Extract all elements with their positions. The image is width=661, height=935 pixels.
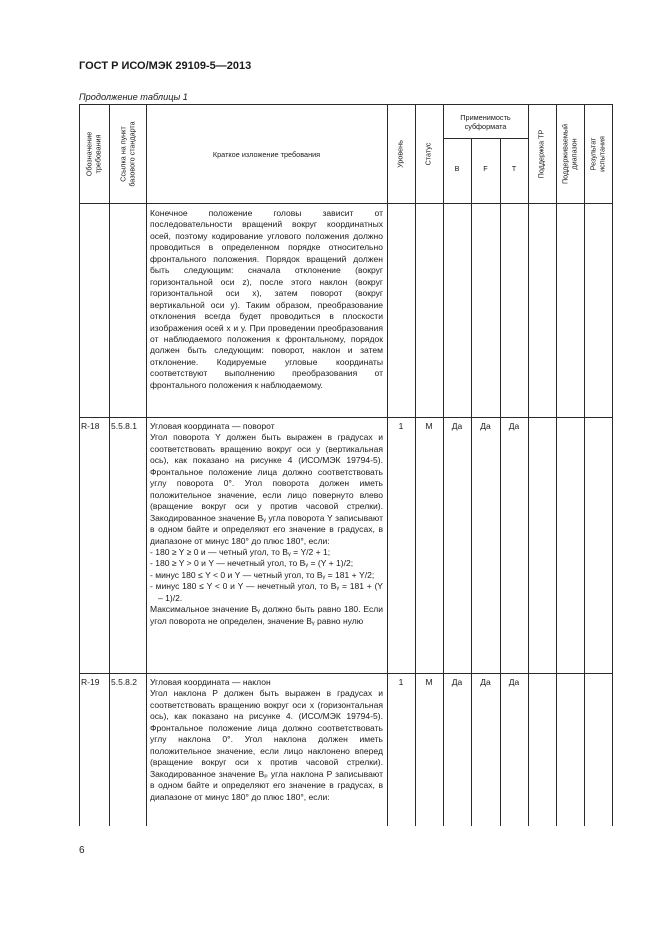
requirement-heading: Угловая координата — наклон <box>150 677 271 687</box>
grid-line <box>584 104 585 826</box>
row-reference: 5.5.8.1 <box>111 421 137 431</box>
row-sub-b: Да <box>451 677 463 687</box>
row-id: R-19 <box>81 677 100 687</box>
grid-line <box>443 104 444 826</box>
table-row <box>150 677 383 803</box>
page-number: 6 <box>79 845 85 856</box>
grid-line <box>79 417 613 418</box>
header-level: Уровень <box>395 140 405 168</box>
header-reference: Ссылка на пункт базового стандарта <box>118 121 136 187</box>
header-sub-b: B <box>454 164 460 173</box>
grid-line <box>528 104 529 826</box>
grid-line <box>109 104 110 826</box>
header-sub-t: T <box>511 164 517 173</box>
requirement-text: Конечное положение головы зависит от последовательности вращений вокруг координатных осей, поэтому кодирование углового положения должно проводиться в определенном порядке относительно фронтального положения. Порядок вращений должен быть следующим: сначала отклонение (вокруг горизонтальной оси z), после этого наклон (вокруг горизонтальной оси x), затем поворот (вокруг вертикальной оси y). Таким образом, преобразование отклонения всегда будет проводиться в плоскости изображения осей x и y. При проведении преобразования от наблюдаемого положения к фронтальному, порядок должен быть следующим: поворот, наклон и затем отклонение. Кодируемые угловые координаты соответствуют выполнению преобразования от фронтального положения к наблюдаемому. <box>150 208 383 390</box>
header-test-result: Результат испытания <box>588 136 606 172</box>
grid-line <box>79 203 613 204</box>
grid-line <box>612 104 613 826</box>
row-level: 1 <box>398 677 404 687</box>
header-designation: Обозначение требования <box>84 131 102 177</box>
requirement-text: Максимальное значение Bᵧ должно быть равно 180. Если угол поворота не определен, значение Bᵧ равно нулю <box>150 604 383 626</box>
grid-line <box>79 104 80 826</box>
grid-line <box>471 138 472 826</box>
grid-line <box>556 104 557 826</box>
header-summary: Краткое изложение требования <box>212 150 321 159</box>
grid-line <box>79 673 613 674</box>
requirement-text: Угол поворота Y должен быть выражен в градусах и соответствовать вращению вокруг оси y (вертикальная ось), как показано на рисунке 4 (ИСО/МЭК 19794-5). Фронтальное положение лица должно соответствовать углу поворота 0°. Угол поворота должен иметь положительное значение, если лицо повернуто влево (вращение вокруг оси y против часовой стрелки). Закодированное значение Bᵧ угла поворота Y записывают в одном байте и определяют его значение в градусах, в диапазоне от минус 180° до плюс 180°, если: <box>150 432 383 546</box>
list-item: - минус 180 ≤ Y < 0 и Y — нечетный угол, то Bᵧ = 181 + (Y – 1)/2. <box>150 581 383 603</box>
grid-line <box>443 138 528 139</box>
row-status: М <box>425 421 433 431</box>
table-row <box>150 208 383 391</box>
requirement-heading: Угловая координата — поворот <box>150 421 275 431</box>
row-status: М <box>425 677 433 687</box>
document-title: ГОСТ Р ИСО/МЭК 29109-5—2013 <box>79 60 252 72</box>
row-id: R-18 <box>81 421 100 431</box>
row-sub-f: Да <box>480 421 491 431</box>
table-caption: Продолжение таблицы 1 <box>79 92 188 102</box>
grid-line <box>415 104 416 826</box>
grid-line <box>146 104 147 826</box>
row-level: 1 <box>398 421 404 431</box>
row-sub-t: Да <box>508 677 520 687</box>
header-supported-range: Поддерживаемый диапазон <box>560 123 578 185</box>
row-sub-t: Да <box>508 421 520 431</box>
row-sub-b: Да <box>451 421 463 431</box>
row-reference: 5.5.8.2 <box>111 677 137 687</box>
header-sub-f: F <box>483 164 488 173</box>
table-row <box>150 421 383 627</box>
row-sub-f: Да <box>480 677 491 687</box>
list-item: - минус 180 ≤ Y < 0 и Y — четный угол, то Bᵧ = 181 + Y/2; <box>150 569 375 580</box>
requirement-text: Угол наклона P должен быть выражен в градусах и соответствовать вращению вокруг оси x (горизонтальная ось), как показано на рисунке 4. (ИСО/МЭК 19794-5). Фронтальное положение лица должно соответствовать углу наклона 0°. Угол наклона должен иметь положительное значение, если лицо наклонено вперед (вращение вокруг оси x против часовой стрелки). Закодированное значение Bₚ угла наклона P записывают в одном байте и определяют его значение в градусах, в диапазоне от минус 180° до плюс 180°, если: <box>150 688 383 802</box>
grid-line <box>387 104 388 826</box>
header-tp-support: Поддержка ТР <box>536 129 546 179</box>
list-item: - 180 ≥ Y > 0 и Y — нечетный угол, то Bᵧ = (Y + 1)/2; <box>150 558 354 569</box>
header-status: Статус <box>423 142 433 166</box>
list-item: - 180 ≥ Y ≥ 0 и — четный угол, то Bᵧ = Y/2 + 1; <box>150 546 331 557</box>
grid-line <box>500 138 501 826</box>
grid-line <box>79 104 613 105</box>
header-applicability: Применимость субформата <box>460 113 511 131</box>
